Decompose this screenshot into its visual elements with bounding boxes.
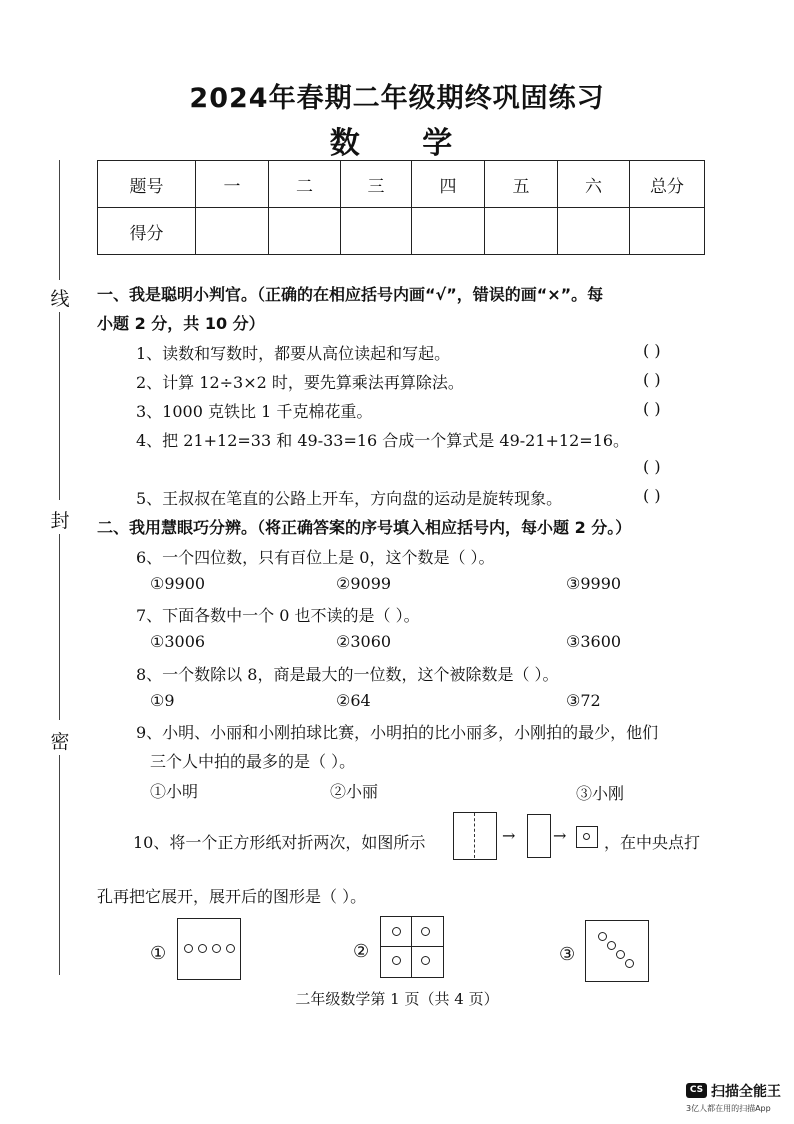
table-cell: 三 <box>341 161 412 208</box>
question-9-cont: 三个人中拍的最多的是（ ）。 <box>150 752 356 771</box>
question-10-cont: ，在中央点打 <box>604 833 701 852</box>
table-cell: 题号 <box>98 161 196 208</box>
option-1: ①3006 <box>150 632 206 651</box>
table-cell: 二 <box>269 161 341 208</box>
fold-step-2-figure <box>527 814 551 858</box>
answer-blank[interactable]: ( ) <box>643 399 661 418</box>
option-3-figure <box>585 920 649 982</box>
option-2: ②9099 <box>336 574 392 593</box>
question-9: 9、小明、小丽和小刚拍球比赛，小明拍的比小丽多，小刚拍的最少，他们 <box>136 723 659 742</box>
binding-line <box>59 312 60 500</box>
option-2: ②小丽 <box>330 782 379 801</box>
question-8: 8、一个数除以 8，商是最大的一位数，这个被除数是（ ）。 <box>136 665 559 684</box>
binding-line <box>59 160 60 280</box>
table-cell: 五 <box>485 161 558 208</box>
option-2: ②64 <box>336 691 371 710</box>
question-10: 10、将一个正方形纸对折两次，如图所示 <box>133 833 426 852</box>
scanner-brand: 扫描全能王 <box>711 1084 781 1100</box>
arrow-right-icon: → <box>502 826 516 845</box>
option-3: ③72 <box>566 691 601 710</box>
answer-blank[interactable]: ( ) <box>643 370 661 389</box>
scanner-logo-icon: CS <box>686 1083 707 1098</box>
option-2: ②3060 <box>336 632 392 651</box>
question-1: 1、读数和写数时，都要从高位读起和写起。 <box>136 344 451 363</box>
score-blank[interactable] <box>196 208 269 255</box>
score-blank[interactable] <box>269 208 341 255</box>
option-3: ③9990 <box>566 574 622 593</box>
scanner-tagline: 3亿人都在用的扫描App <box>686 1104 771 1113</box>
subject-title: 数 学 <box>329 126 479 161</box>
question-3: 3、1000 克铁比 1 千克棉花重。 <box>136 402 373 421</box>
score-table <box>97 160 705 255</box>
table-cell: 六 <box>558 161 630 208</box>
answer-blank[interactable]: ( ) <box>643 486 661 505</box>
option-1: ①9900 <box>150 574 206 593</box>
answer-blank[interactable]: ( ) <box>643 341 661 360</box>
option-3: ③3600 <box>566 632 622 651</box>
option-1: ①小明 <box>150 782 199 801</box>
section1-heading: 一、我是聪明小判官。（正确的在相应括号内画“√”，错误的画“×”。每 <box>97 285 604 304</box>
option-1: ①9 <box>150 691 175 710</box>
section1-heading-cont: 小题 2 分，共 10 分） <box>97 314 265 333</box>
score-table-header-row <box>98 161 705 208</box>
score-table-score-row <box>98 208 705 255</box>
option-2: ② <box>353 941 370 962</box>
score-blank[interactable] <box>558 208 630 255</box>
question-7: 7、下面各数中一个 0 也不读的是（ ）。 <box>136 606 420 625</box>
option-1-figure <box>177 918 241 980</box>
option-2-figure <box>380 916 444 978</box>
binding-char-secret: 密 <box>50 731 70 753</box>
question-5: 5、王叔叔在笔直的公路上开车，方向盘的运动是旋转现象。 <box>136 489 563 508</box>
question-10-line2: 孔再把它展开，展开后的图形是（ ）。 <box>97 887 367 906</box>
option-3: ③小刚 <box>576 784 625 803</box>
fold-step-3-figure <box>576 826 598 848</box>
score-blank[interactable] <box>412 208 485 255</box>
exam-title: 2024年春期二年级期终巩固练习 <box>189 83 605 114</box>
arrow-right-icon: → <box>553 826 567 845</box>
binding-char-line: 线 <box>50 288 70 310</box>
fold-step-1-figure <box>453 812 497 860</box>
section2-heading: 二、我用慧眼巧分辨。（将正确答案的序号填入相应括号内，每小题 2 分。） <box>97 518 632 537</box>
table-cell: 四 <box>412 161 485 208</box>
table-cell: 得分 <box>98 208 196 255</box>
answer-blank[interactable]: ( ) <box>643 457 661 476</box>
score-blank[interactable] <box>630 208 705 255</box>
binding-char-seal: 封 <box>50 510 70 532</box>
option-1: ① <box>150 943 167 964</box>
page-footer: 二年级数学第 1 页（共 4 页） <box>295 990 499 1008</box>
question-4: 4、把 21+12=33 和 49-33=16 合成一个算式是 49-21+12=16。 <box>136 431 630 450</box>
option-3: ③ <box>559 944 576 965</box>
score-blank[interactable] <box>341 208 412 255</box>
binding-line <box>59 534 60 720</box>
question-6: 6、一个四位数，只有百位上是 0，这个数是（ ）。 <box>136 548 495 567</box>
score-blank[interactable] <box>485 208 558 255</box>
table-cell: 总分 <box>630 161 705 208</box>
question-2: 2、计算 12÷3×2 时，要先算乘法再算除法。 <box>136 373 464 392</box>
binding-line <box>59 755 60 975</box>
table-cell: 一 <box>196 161 269 208</box>
